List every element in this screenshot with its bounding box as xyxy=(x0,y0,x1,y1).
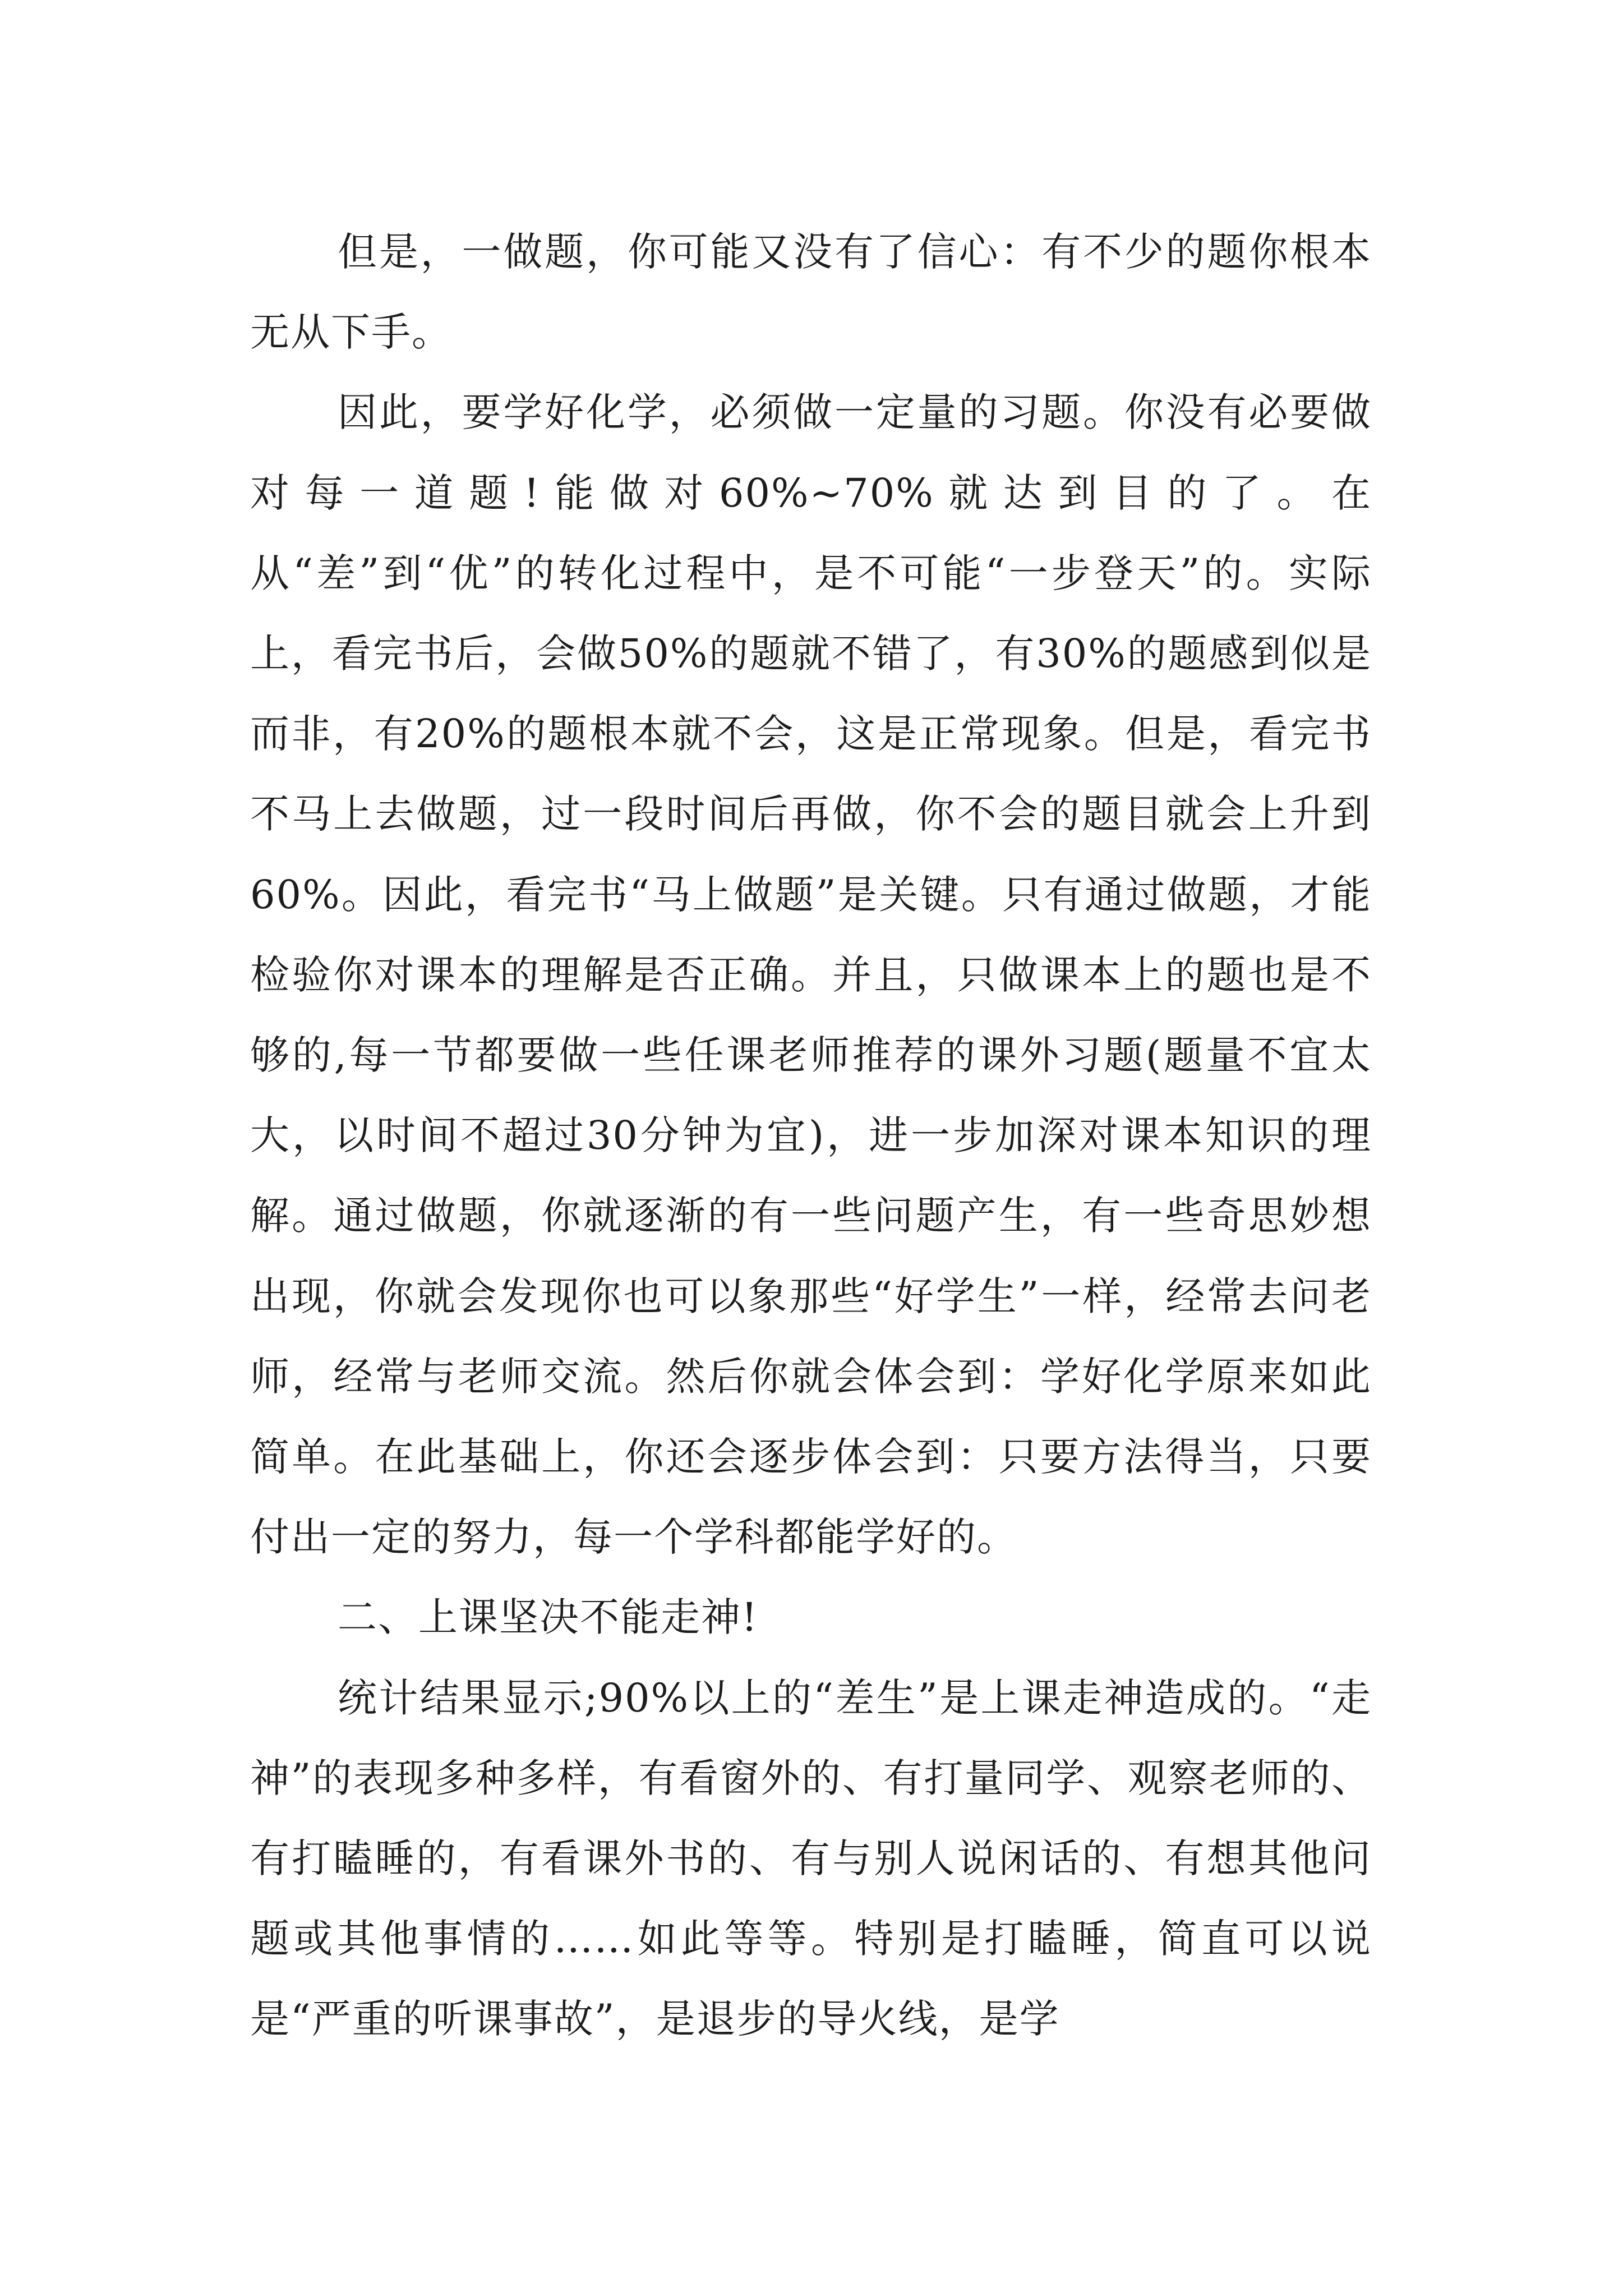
paragraph-confidence: 但是，一做题，你可能又没有了信心：有不少的题你根本无从下手。 xyxy=(250,229,1372,356)
section-heading-no-distraction: 二、上课坚决不能走神! xyxy=(338,1594,759,1641)
document-body xyxy=(250,212,1372,2060)
paragraph-statistics: 统计结果显示;90%以上的“差生”是上课走神造成的。“走神”的表现多种多样，有看窗外的、有打量同学、观察老师的、有打瞌睡的，有看课外书的、有与别人说闲话的、有想其他问题或其他事情的……如此等等。特别是打瞌睡，简直可以说是“严重的听课事故”，是退步的导火线，是学 xyxy=(250,1674,1372,2042)
paragraph-practice-problems: 因此，要学好化学，必须做一定量的习题。你没有必要做对每一道题!能做对60%~70%就达到目的了。在从“差”到“优”的转化过程中，是不可能“一步登天”的。实际上，看完书后，会做50%的题就不错了，有30%的题感到似是而非，有20%的题根本就不会，这是正常现象。但是，看完书不马上去做题，过一段时间后再做，你不会的题目就会上升到60%。因此，看完书“马上做题”是关键。只有通过做题，才能检验你对课本的理解是否正确。并且，只做课本上的题也是不够的,每一节都要做一些任课老师推荐的课外习题(题量不宜太大，以时间不超过30分钟为宜)，进一步加深对课本知识的理解。通过做题，你就逐渐的有一些问题产生，有一些奇思妙想出现，你就会发现你也可以象那些“好学生”一样，经常去问老师，经常与老师交流。然后你就会体会到：学好化学原来如此简单。在此基础上，你还会逐步体会到：只要方法得当，只要付出一定的努力，每一个学科都能学好的。 xyxy=(250,389,1372,1561)
